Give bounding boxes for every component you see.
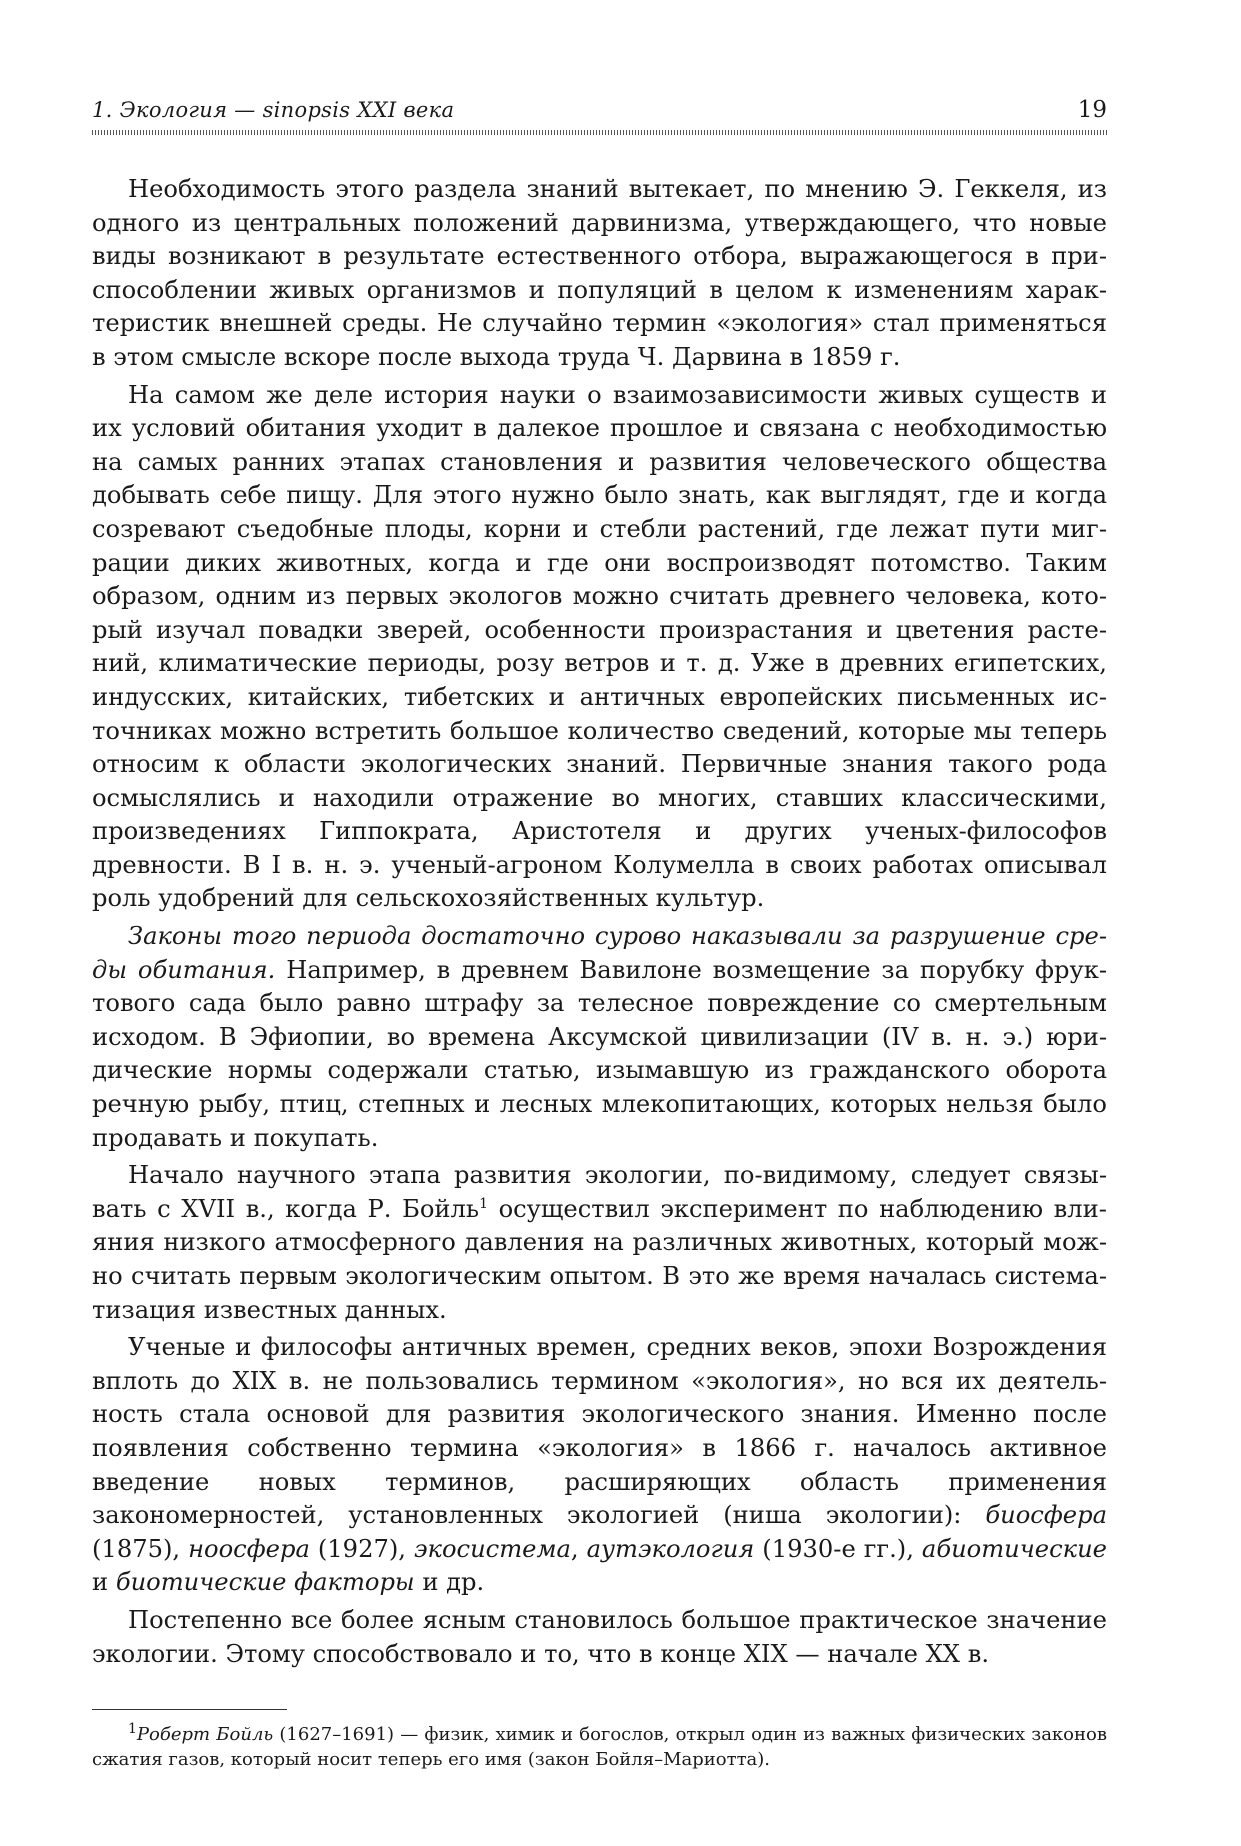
page-number: 19 bbox=[1077, 97, 1107, 123]
paragraph-5: Ученые и философы античных времен, средних веков, эпохи Возрождения вплоть до XIX в. не пользовались термином «экология», но вся их деятельность стала основой для развития экологического знания. Именно после появления собственно термина «экология» в 1866 г. началось активное введение новых терминов, расширяющих область применения закономерностей, установленных экологией (ниша экологии): биосфера (1875), ноосфера (1927), экосистема, аутэкология (1930-е гг.), абиотические и биотические факторы и др. bbox=[92, 1333, 1107, 1597]
footnote-name: Роберт Бойль bbox=[136, 1724, 274, 1746]
emphasis-laws: Законы того периода достаточно сурово наказывали за разрушение среды обитания. bbox=[92, 922, 1107, 984]
term-biosphere: биосфера bbox=[985, 1501, 1107, 1530]
term-abiotic: абиотические bbox=[921, 1534, 1107, 1563]
term-autecology: аутэкология bbox=[586, 1534, 755, 1563]
paragraph-1: Необходимость этого раздела знаний вытекает, по мнению Э. Геккеля, из одного из центральных положений дарвинизма, утверждающего, что новые виды возникают в результате естественного отбора, выражающегося в приспособлении живых организмов и популяций в целом к изменениям характеристик внешней среды. Не случайно термин «экология» стал применяться в этом смысле вскоре после выхода труда Ч. Дарвина в 1859 г. bbox=[92, 175, 1107, 371]
footnote-ref: 1 bbox=[479, 1195, 488, 1212]
header-rule bbox=[92, 130, 1107, 135]
running-header bbox=[92, 96, 1107, 130]
term-ecosystem: экосистема bbox=[413, 1534, 571, 1563]
term-biotic-factors: биотические факторы bbox=[115, 1568, 415, 1597]
paragraph-2: На самом же деле история науки о взаимозависимости живых существ и их условий обитания уходит в далекое прошлое и связана с необходимостью на самых ранних этапах становления и развития человеческого общества добывать себе пищу. Для этого нужно было знать, как выглядят, где и когда созревают съедобные плоды, корни и стебли растений, где лежат пути миграции диких животных, когда и где они воспроизводят потомство. Таким образом, одним из первых экологов можно считать древнего человека, который изучал повадки зверей, особенности произрастания и цветения растений, климатические периоды, розу ветров и т. д. Уже в древних египетских, индусских, китайских, тибетских и античных европейских письменных источниках можно встретить большое количество сведений, которые мы теперь относим к области экологических знаний. Первичные знания такого рода осмыслялись и находили отражение во многих, ставших классическими, произведениях Гиппократа, Аристотеля и других ученых-философов древности. В I в. н. э. ученый-агроном Колумелла в своих работах описывал роль удобрений для сельскохозяйственных культур. bbox=[92, 380, 1107, 913]
paragraph-4: Начало научного этапа развития экологии, по-видимому, следует связывать с XVII в., когда Р. Бойль$^1$ осуществил эксперимент по наблюдению влияния низкого атмосферного давления на различных животных, который можно считать первым экологическим опытом. В это же время началась систематизация известных данных. bbox=[92, 1161, 1107, 1324]
book-page bbox=[92, 96, 1107, 1772]
footnote-marker: 1 bbox=[128, 1721, 137, 1738]
chapter-title: 1. Экология — sinopsis XXI века bbox=[92, 98, 455, 122]
footnote: $^1$Роберт Бойль (1627–1691) — физик, химик и богослов, открыл один из важных физических законов сжатия газов, который носит теперь его имя (закон Бойля–Мариотта). bbox=[92, 1721, 1107, 1771]
body-text bbox=[92, 173, 1107, 1671]
paragraph-6: Постепенно все более ясным становилось большое практическое значение экологии. Этому способствовало и то, что в конце XIX — начале XX в. bbox=[92, 1605, 1107, 1668]
term-noosphere: ноосфера bbox=[188, 1534, 310, 1563]
paragraph-3: Законы того периода достаточно сурово наказывали за разрушение среды обитания. Например, в древнем Вавилоне возмещение за порубку фруктового сада было равно штрафу за телесное повреждение со смертельным исходом. В Эфиопии, во времена Аксумской цивилизации (IV в. н. э.) юридические нормы содержали статью, изымавшую из гражданского оборота речную рыбу, птиц, степных и лесных млекопитающих, которых нельзя было продавать и покупать. bbox=[92, 922, 1107, 1152]
footnote-rule bbox=[92, 1709, 287, 1710]
